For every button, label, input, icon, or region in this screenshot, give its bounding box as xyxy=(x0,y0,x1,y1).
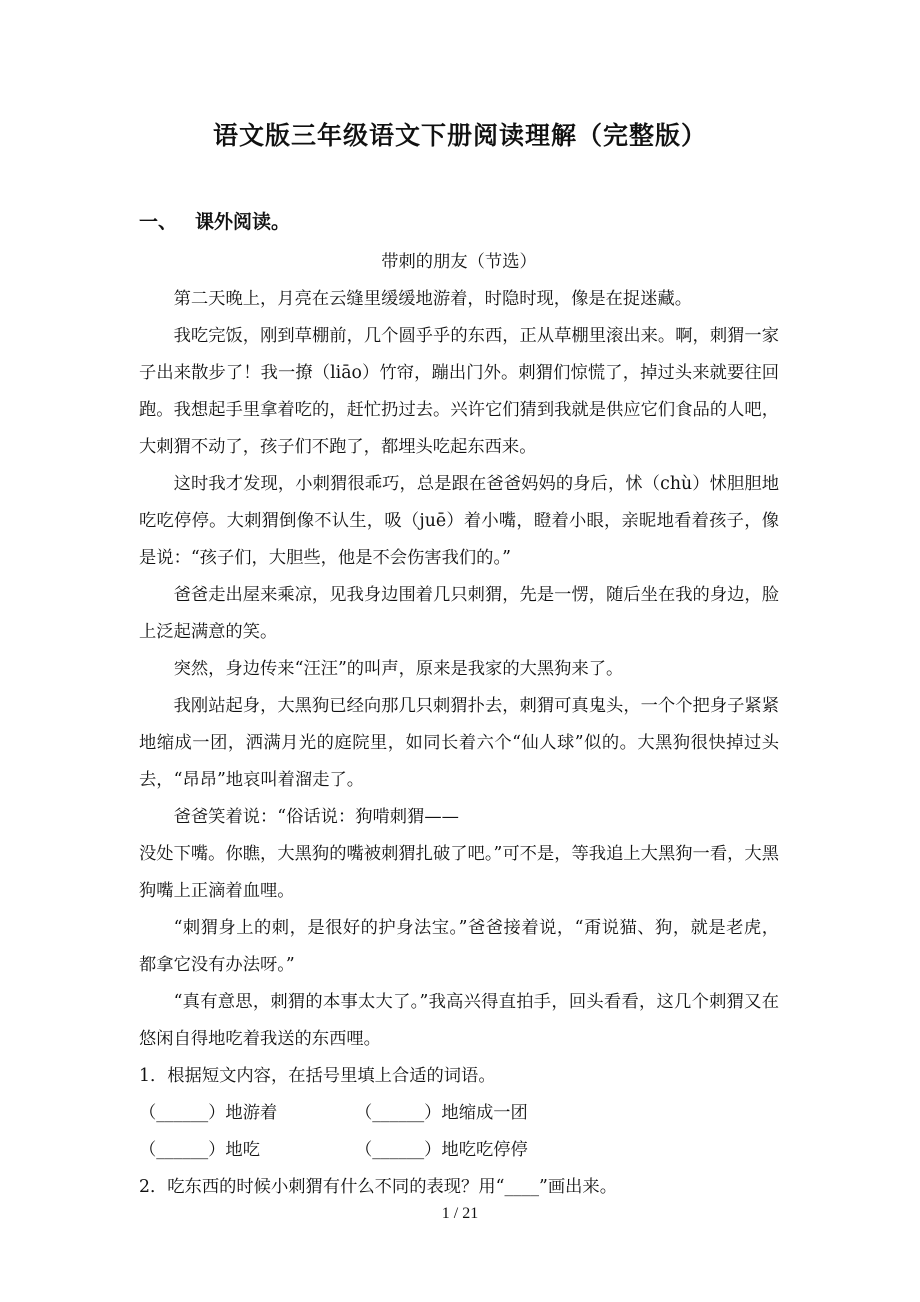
page-title: 语文版三年级语文下册阅读理解（完整版） xyxy=(212,121,707,150)
fill-blank-2[interactable]: （______）地缩成一团 xyxy=(355,1103,528,1123)
paragraph-3: 这时我才发现，小刺猬很乖巧，总是跟在爸爸妈妈的身后，怵（chù）怵胆胆地吃吃停停。大刺猬倒像不认生，吸（juē）着小嘴，瞪着小眼，亲昵地看着孩子，像是说：“孩子们，大胆些，他是不会伤害我们的。” xyxy=(139,474,779,568)
question-1-row-1 xyxy=(139,1095,779,1132)
fill-blank-3[interactable]: （______）地吃 xyxy=(139,1140,260,1160)
paragraph-9: “刺猬身上的刺，是很好的护身法宝。”爸爸接着说，“甭说猫、狗，就是老虎，都拿它没有办法呀。” xyxy=(139,918,779,975)
question-1-row-2 xyxy=(139,1132,779,1169)
paragraph-5: 突然，身边传来“汪汪”的叫声，原来是我家的大黑狗来了。 xyxy=(173,659,624,679)
paragraph-2: 我吃完饭，刚到草棚前，几个圆乎乎的东西，正从草棚里滚出来。啊，刺猬一家子出来散步了！我一撩（liāo）竹帘，蹦出门外。刺猬们惊慌了，掉过头来就要往回跑。我想起手里拿着吃的，赶忙扔过去。兴许它们猜到我就是供应它们食品的人吧，大刺猬不动了，孩子们不跑了，都埋头吃起东西来。 xyxy=(139,326,779,457)
fill-blank-1[interactable]: （______）地游着 xyxy=(139,1103,278,1123)
passage-body xyxy=(139,244,779,1206)
paragraph-1: 第二天晚上，月亮在云缝里缓缓地游着，时隐时现，像是在捉迷藏。 xyxy=(173,289,693,309)
question-2-prompt: 2．吃东西的时候小刺猬有什么不同的表现？用“____”画出来。 xyxy=(139,1177,617,1197)
section-title: 课外阅读。 xyxy=(195,211,291,233)
paragraph-10: “真有意思，刺猬的本事太大了。”我高兴得直拍手，回头看看，这几个刺猬又在悠闲自得地吃着我送的东西哩。 xyxy=(139,992,779,1049)
paragraph-6: 我刚站起身，大黑狗已经向那几只刺猬扑去，刺猬可真鬼头，一个个把身子紧紧地缩成一团，洒满月光的庭院里，如同长着六个“仙人球”似的。大黑狗很快掉过头去，“昂昂”地哀叫着溜走了。 xyxy=(139,696,779,790)
question-1-prompt: 1．根据短文内容，在括号里填上合适的词语。 xyxy=(139,1066,496,1086)
paragraph-8: 没处下嘴。你瞧，大黑狗的嘴被刺猬扎破了吧。”可不是，等我追上大黑狗一看，大黑狗嘴上正滴着血哩。 xyxy=(139,844,779,901)
fill-blank-4[interactable]: （______）地吃吃停停 xyxy=(355,1140,528,1160)
paragraph-4: 爸爸走出屋来乘凉，见我身边围着几只刺猬，先是一愣，随后坐在我的身边，脸上泛起满意的笑。 xyxy=(139,585,779,642)
section-heading xyxy=(139,207,290,234)
paragraph-7: 爸爸笑着说：“俗话说：狗啃刺猬—— xyxy=(173,807,459,827)
section-number: 一、 xyxy=(139,211,178,233)
page-number: 1 / 21 xyxy=(441,1205,479,1222)
passage-title: 带刺的朋友（节选） xyxy=(381,252,537,272)
